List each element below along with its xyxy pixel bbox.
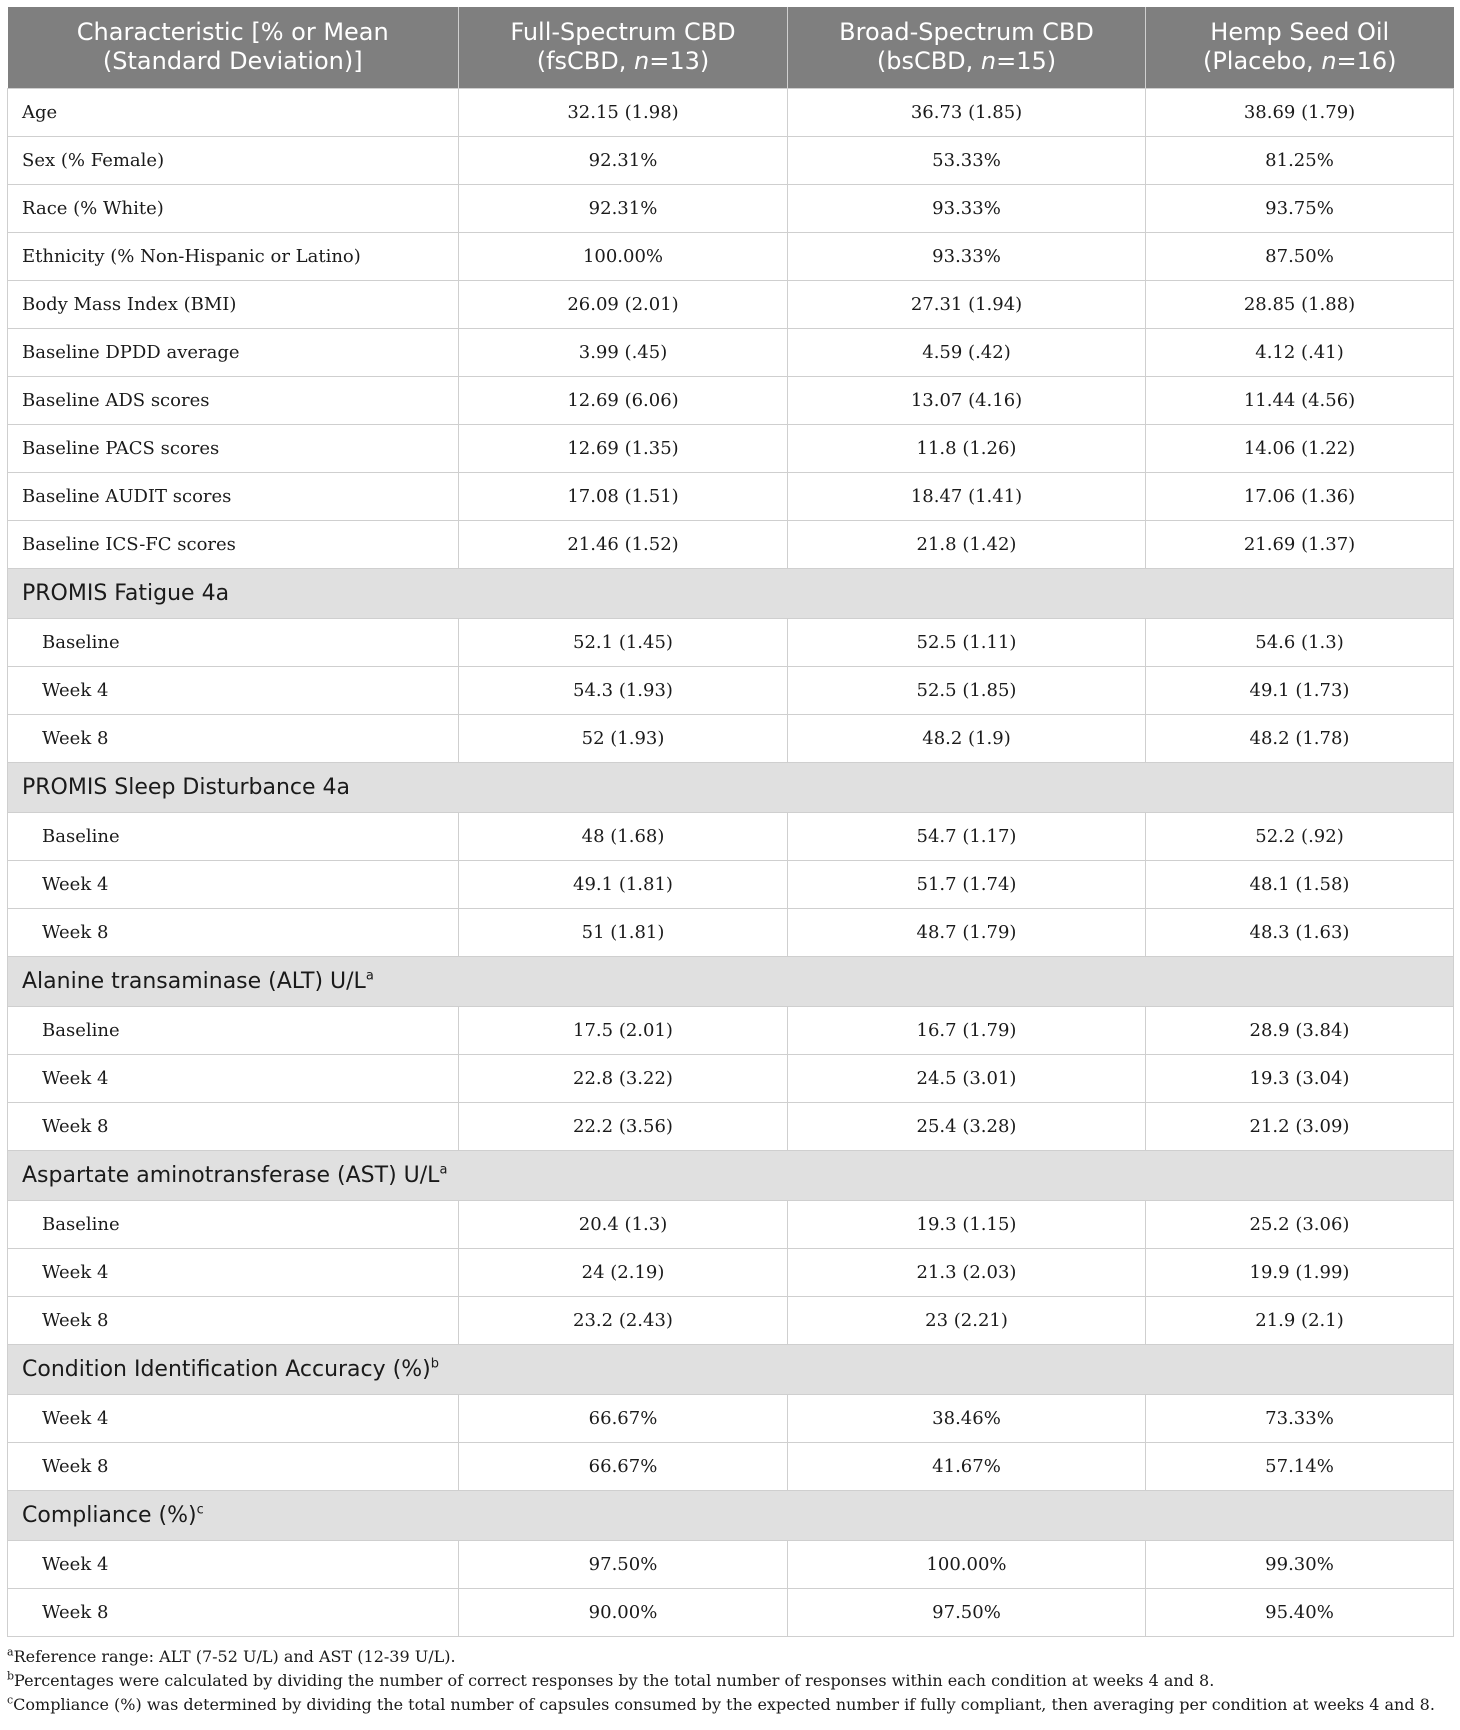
footnote-mark: a: [7, 1645, 14, 1659]
cell-fscbd: 23.2 (2.43): [459, 1296, 788, 1344]
section-header-row: [8, 1490, 1454, 1540]
row-label: Week 8: [8, 1442, 459, 1490]
table-row: [8, 328, 1454, 376]
cell-bscbd: 53.33%: [788, 136, 1146, 184]
row-label: Race (% White): [8, 184, 459, 232]
cell-bscbd: 23 (2.21): [788, 1296, 1146, 1344]
cell-placebo: 19.3 (3.04): [1146, 1054, 1454, 1102]
header-placebo: [1146, 7, 1454, 88]
cell-bscbd: 21.8 (1.42): [788, 520, 1146, 568]
section-header-row: [8, 956, 1454, 1006]
characteristics-table: [7, 7, 1454, 1637]
cell-fscbd: 49.1 (1.81): [459, 860, 788, 908]
section-header-row: [8, 1150, 1454, 1200]
cell-fscbd: 12.69 (6.06): [459, 376, 788, 424]
table-row: [8, 424, 1454, 472]
cell-fscbd: 48 (1.68): [459, 812, 788, 860]
cell-bscbd: 18.47 (1.41): [788, 472, 1146, 520]
cell-placebo: 73.33%: [1146, 1394, 1454, 1442]
cell-fscbd: 26.09 (2.01): [459, 280, 788, 328]
cell-bscbd: 21.3 (2.03): [788, 1248, 1146, 1296]
table-row: [8, 88, 1454, 136]
cell-placebo: 52.2 (.92): [1146, 812, 1454, 860]
header-fscbd-n: n: [634, 47, 650, 76]
cell-bscbd: 38.46%: [788, 1394, 1146, 1442]
cell-fscbd: 92.31%: [459, 136, 788, 184]
table-row: [8, 136, 1454, 184]
cell-placebo: 48.3 (1.63): [1146, 908, 1454, 956]
header-fscbd-line2a: (fsCBD,: [536, 47, 635, 76]
footnote-text: Reference range: ALT (7-52 U/L) and AST (12-39 U/L).: [13, 1646, 456, 1666]
cell-bscbd: 11.8 (1.26): [788, 424, 1146, 472]
row-label: Week 8: [8, 1102, 459, 1150]
cell-fscbd: 52.1 (1.45): [459, 618, 788, 666]
cell-fscbd: 22.8 (3.22): [459, 1054, 788, 1102]
table-row: [8, 520, 1454, 568]
section-title: Alanine transaminase (ALT) U/L: [22, 968, 366, 994]
footnote-marker: b: [430, 1356, 439, 1372]
cell-bscbd: 97.50%: [788, 1588, 1146, 1636]
cell-fscbd: 24 (2.19): [459, 1248, 788, 1296]
cell-placebo: 11.44 (4.56): [1146, 376, 1454, 424]
cell-bscbd: 19.3 (1.15): [788, 1200, 1146, 1248]
cell-placebo: 14.06 (1.22): [1146, 424, 1454, 472]
cell-placebo: 81.25%: [1146, 136, 1454, 184]
table-row: [8, 472, 1454, 520]
cell-placebo: 25.2 (3.06): [1146, 1200, 1454, 1248]
footnote-b: [7, 1669, 1453, 1693]
table-row: [8, 1540, 1454, 1588]
cell-bscbd: 52.5 (1.11): [788, 618, 1146, 666]
row-label: Week 4: [8, 1248, 459, 1296]
cell-placebo: 54.6 (1.3): [1146, 618, 1454, 666]
header-bscbd-line1: Broad-Spectrum CBD: [839, 18, 1094, 47]
cell-bscbd: 54.7 (1.17): [788, 812, 1146, 860]
section-title: PROMIS Fatigue 4a: [22, 580, 230, 606]
cell-bscbd: 27.31 (1.94): [788, 280, 1146, 328]
section-title-cell: [8, 568, 1454, 618]
cell-placebo: 48.1 (1.58): [1146, 860, 1454, 908]
cell-bscbd: 93.33%: [788, 184, 1146, 232]
row-label: Week 4: [8, 1054, 459, 1102]
cell-placebo: 95.40%: [1146, 1588, 1454, 1636]
footnote-c: [7, 1693, 1453, 1717]
table-body: [8, 88, 1454, 1636]
cell-fscbd: 17.08 (1.51): [459, 472, 788, 520]
cell-placebo: 93.75%: [1146, 184, 1454, 232]
row-label: Ethnicity (% Non-Hispanic or Latino): [8, 232, 459, 280]
cell-fscbd: 66.67%: [459, 1394, 788, 1442]
cell-bscbd: 41.67%: [788, 1442, 1146, 1490]
header-placebo-line2a: (Placebo,: [1202, 47, 1322, 76]
row-label: Week 4: [8, 860, 459, 908]
table-row: [8, 618, 1454, 666]
footnote-text: Percentages were calculated by dividing the number of correct responses by the total number of responses within each condition at weeks 4 and 8.: [14, 1670, 1215, 1690]
cell-bscbd: 51.7 (1.74): [788, 860, 1146, 908]
table-row: [8, 714, 1454, 762]
section-title: Aspartate aminotransferase (AST) U/L: [22, 1162, 440, 1188]
cell-fscbd: 21.46 (1.52): [459, 520, 788, 568]
cell-bscbd: 25.4 (3.28): [788, 1102, 1146, 1150]
section-header-row: [8, 568, 1454, 618]
section-title-cell: [8, 1344, 1454, 1394]
table-row: [8, 1248, 1454, 1296]
row-label: Baseline: [8, 812, 459, 860]
section-title: Compliance (%): [22, 1502, 197, 1528]
cell-placebo: 21.2 (3.09): [1146, 1102, 1454, 1150]
cell-bscbd: 16.7 (1.79): [788, 1006, 1146, 1054]
cell-placebo: 21.9 (2.1): [1146, 1296, 1454, 1344]
cell-fscbd: 92.31%: [459, 184, 788, 232]
cell-fscbd: 22.2 (3.56): [459, 1102, 788, 1150]
row-label: Baseline AUDIT scores: [8, 472, 459, 520]
table-container: [7, 7, 1453, 1717]
cell-bscbd: 100.00%: [788, 1540, 1146, 1588]
footnote-text: Compliance (%) was determined by dividing the total number of capsules consumed by the expected number if fully compliant, then averaging per condition at weeks 4 and 8.: [13, 1694, 1435, 1714]
row-label: Age: [8, 88, 459, 136]
footnote-marker: a: [439, 1162, 448, 1178]
cell-bscbd: 36.73 (1.85): [788, 88, 1146, 136]
cell-fscbd: 90.00%: [459, 1588, 788, 1636]
cell-placebo: 21.69 (1.37): [1146, 520, 1454, 568]
footnote-marker: c: [196, 1502, 204, 1518]
table-row: [8, 908, 1454, 956]
footnote-marker: a: [365, 968, 374, 984]
table-row: [8, 1296, 1454, 1344]
table-row: [8, 376, 1454, 424]
cell-bscbd: 48.7 (1.79): [788, 908, 1146, 956]
row-label: Week 8: [8, 1588, 459, 1636]
cell-fscbd: 54.3 (1.93): [459, 666, 788, 714]
cell-fscbd: 97.50%: [459, 1540, 788, 1588]
footnote-a: [7, 1645, 1453, 1669]
table-row: [8, 280, 1454, 328]
cell-placebo: 48.2 (1.78): [1146, 714, 1454, 762]
row-label: Baseline ICS-FC scores: [8, 520, 459, 568]
cell-fscbd: 3.99 (.45): [459, 328, 788, 376]
table-row: [8, 1102, 1454, 1150]
section-title-cell: [8, 762, 1454, 812]
footnote-mark: b: [7, 1669, 15, 1683]
table-row: [8, 184, 1454, 232]
cell-fscbd: 17.5 (2.01): [459, 1006, 788, 1054]
cell-fscbd: 51 (1.81): [459, 908, 788, 956]
cell-placebo: 28.9 (3.84): [1146, 1006, 1454, 1054]
row-label: Week 8: [8, 908, 459, 956]
cell-bscbd: 48.2 (1.9): [788, 714, 1146, 762]
cell-bscbd: 52.5 (1.85): [788, 666, 1146, 714]
header-characteristic: [8, 7, 459, 88]
cell-placebo: 28.85 (1.88): [1146, 280, 1454, 328]
cell-bscbd: 24.5 (3.01): [788, 1054, 1146, 1102]
cell-placebo: 17.06 (1.36): [1146, 472, 1454, 520]
cell-placebo: 87.50%: [1146, 232, 1454, 280]
row-label: Baseline: [8, 1006, 459, 1054]
section-title: PROMIS Sleep Disturbance 4a: [22, 774, 351, 800]
table-row: [8, 1442, 1454, 1490]
cell-placebo: 19.9 (1.99): [1146, 1248, 1454, 1296]
cell-placebo: 99.30%: [1146, 1540, 1454, 1588]
header-fscbd-line2b: =13): [649, 47, 710, 76]
section-title-cell: [8, 956, 1454, 1006]
row-label: Baseline PACS scores: [8, 424, 459, 472]
row-label: Baseline: [8, 618, 459, 666]
section-title-cell: [8, 1490, 1454, 1540]
section-header-row: [8, 762, 1454, 812]
row-label: Sex (% Female): [8, 136, 459, 184]
cell-fscbd: 66.67%: [459, 1442, 788, 1490]
row-label: Baseline: [8, 1200, 459, 1248]
cell-fscbd: 32.15 (1.98): [459, 88, 788, 136]
header-placebo-line2b: =16): [1336, 47, 1397, 76]
row-label: Week 8: [8, 714, 459, 762]
header-bscbd: [788, 7, 1146, 88]
section-title: Condition Identification Accuracy (%): [22, 1356, 431, 1382]
cell-bscbd: 4.59 (.42): [788, 328, 1146, 376]
header-fscbd-line1: Full-Spectrum CBD: [510, 18, 736, 47]
header-bscbd-line2a: (bsCBD,: [876, 47, 981, 76]
table-header: [8, 7, 1454, 88]
cell-placebo: 57.14%: [1146, 1442, 1454, 1490]
cell-bscbd: 13.07 (4.16): [788, 376, 1146, 424]
cell-placebo: 4.12 (.41): [1146, 328, 1454, 376]
section-header-row: [8, 1344, 1454, 1394]
cell-fscbd: 52 (1.93): [459, 714, 788, 762]
row-label: Baseline DPDD average: [8, 328, 459, 376]
table-row: [8, 1054, 1454, 1102]
header-fscbd: [459, 7, 788, 88]
table-row: [8, 1006, 1454, 1054]
table-row: [8, 1394, 1454, 1442]
header-characteristic-label: Characteristic [% or Mean (Standard Deviation)]: [76, 18, 389, 76]
row-label: Week 4: [8, 1540, 459, 1588]
row-label: Week 4: [8, 666, 459, 714]
footnote-mark: c: [7, 1693, 14, 1707]
table-row: [8, 232, 1454, 280]
table-row: [8, 860, 1454, 908]
table-row: [8, 1588, 1454, 1636]
header-placebo-line1: Hemp Seed Oil: [1210, 18, 1390, 47]
cell-placebo: 38.69 (1.79): [1146, 88, 1454, 136]
table-row: [8, 812, 1454, 860]
table-row: [8, 1200, 1454, 1248]
cell-fscbd: 12.69 (1.35): [459, 424, 788, 472]
row-label: Week 8: [8, 1296, 459, 1344]
row-label: Body Mass Index (BMI): [8, 280, 459, 328]
header-placebo-n: n: [1321, 47, 1337, 76]
header-bscbd-n: n: [980, 47, 997, 76]
section-title-cell: [8, 1150, 1454, 1200]
cell-fscbd: 20.4 (1.3): [459, 1200, 788, 1248]
cell-placebo: 49.1 (1.73): [1146, 666, 1454, 714]
row-label: Week 4: [8, 1394, 459, 1442]
cell-bscbd: 93.33%: [788, 232, 1146, 280]
header-bscbd-line2b: =15): [996, 47, 1057, 76]
table-row: [8, 666, 1454, 714]
row-label: Baseline ADS scores: [8, 376, 459, 424]
footnotes: [7, 1645, 1453, 1717]
cell-fscbd: 100.00%: [459, 232, 788, 280]
